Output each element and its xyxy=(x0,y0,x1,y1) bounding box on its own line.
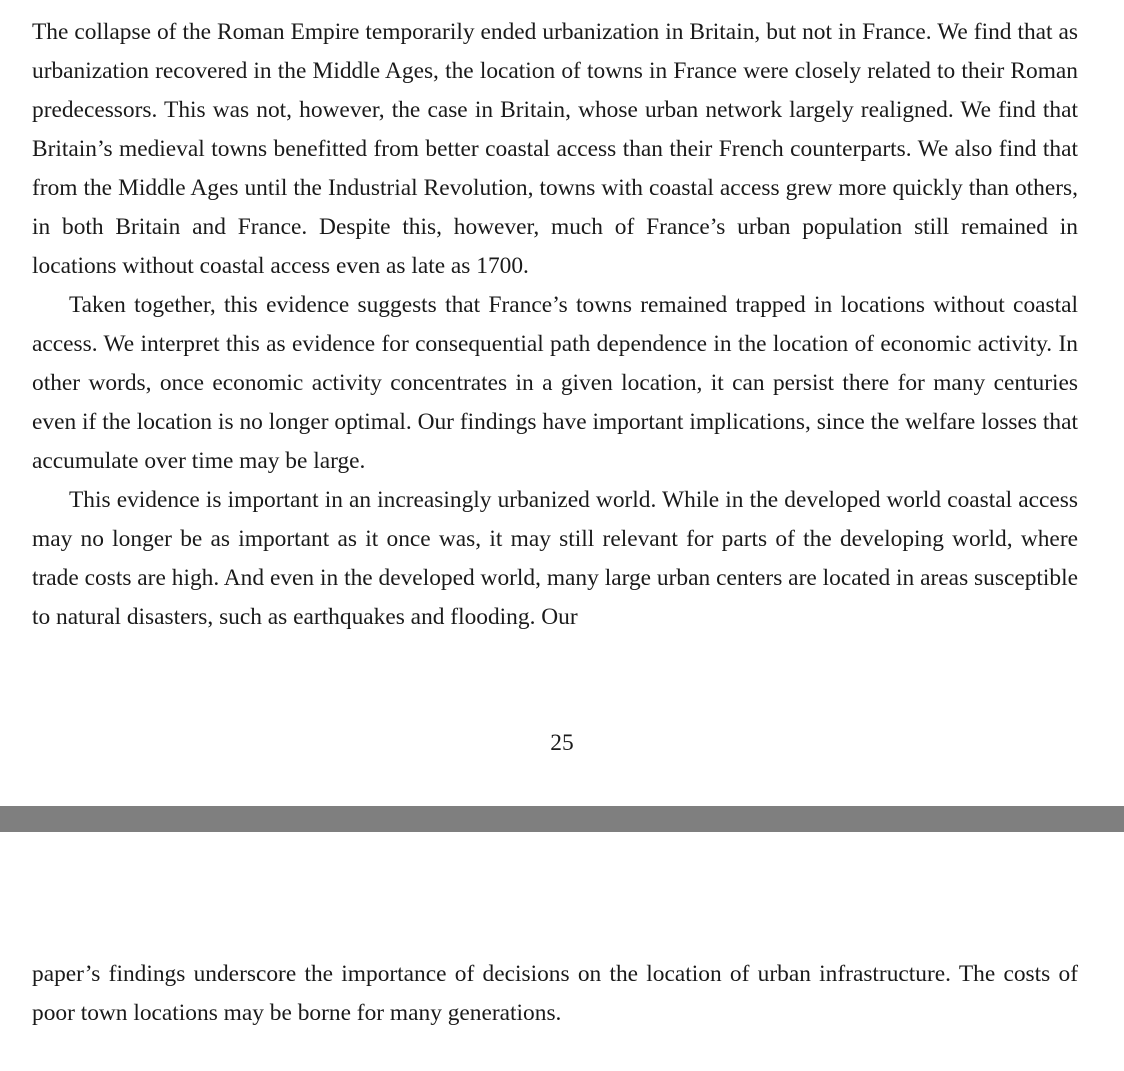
paragraph-continuation: paper’s findings underscore the importance of decisions on the location of urban infrastructure. The costs of poor town locations may be borne for many generations. xyxy=(32,961,1078,1026)
paragraph-taken-together: Taken together, this evidence suggests that France’s towns remained trapped in locations without coastal access. We interpret this as evidence for consequential path dependence in the location of economic activity. In other words, once economic activity concentrates in a given location, it can persist there for many centuries even if the location is no longer optimal. Our findings have important implications, since the welfare losses that accumulate over time may be large. xyxy=(32,292,1078,474)
page-top-body xyxy=(32,13,1078,637)
paragraph-collapse-of-roman-empire: The collapse of the Roman Empire temporarily ended urbanization in Britain, but not in France. We find that as urbanization recovered in the Middle Ages, the location of towns in France were closely related to their Roman predecessors. This was not, however, the case in Britain, whose urban network largely realigned. We find that Britain’s medieval towns benefitted from better coastal access than their French counterparts. We also find that from the Middle Ages until the Industrial Revolution, towns with coastal access grew more quickly than others, in both Britain and France. Despite this, however, much of France’s urban population still remained in locations without coastal access even as late as 1700. xyxy=(32,19,1078,279)
page-number: 25 xyxy=(550,730,574,756)
page-bottom-body xyxy=(32,955,1078,1033)
page-separator xyxy=(0,806,1124,832)
paragraph-urbanized-world: This evidence is important in an increasingly urbanized world. While in the developed world coastal access may no longer be as important as it once was, it may still relevant for parts of the developing world, where trade costs are high. And even in the developed world, many large urban centers are located in areas susceptible to natural disasters, such as earthquakes and flooding. Our xyxy=(32,487,1078,630)
page-bottom xyxy=(0,832,1124,1071)
